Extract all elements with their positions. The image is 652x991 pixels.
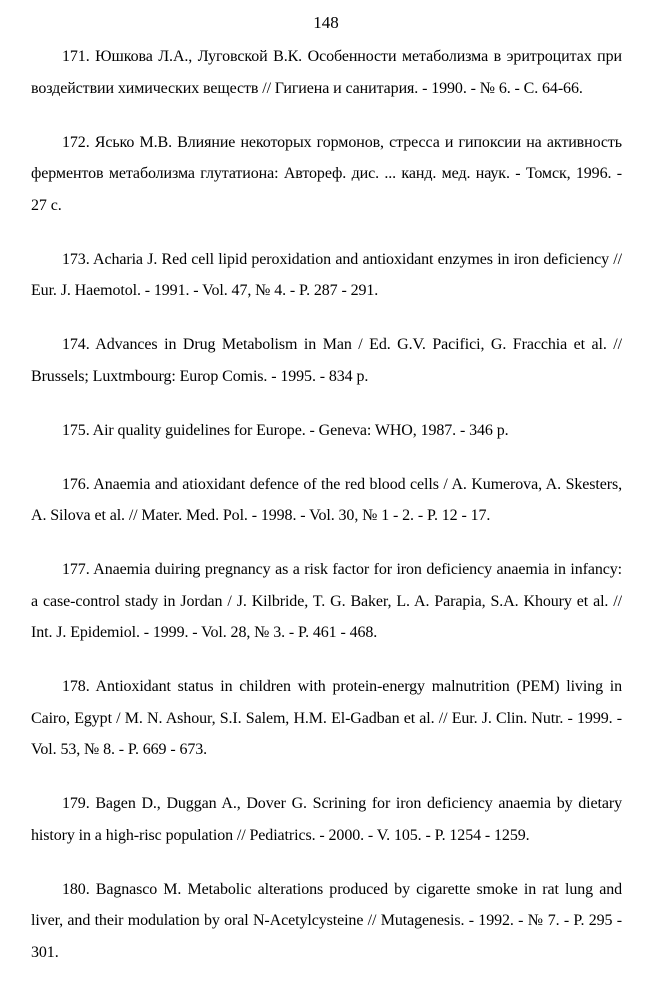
reference-176: 176. Anaemia and atioxidant defence of the red blood cells / A. Kumerova, A. Skesters, A. Silova et al. // Mater. Med. Pol. - 1998. - Vol. 30, № 1 - 2. - P. 12 - 17.: [31, 475, 622, 524]
reference-174: 174. Advances in Drug Metabolism in Man / Ed. G.V. Pacifici, G. Fracchia et al. // Brussels; Luxtmbourg: Europ Comis. - 1995. - 834 p.: [31, 336, 622, 385]
reference-172: 172. Ясько М.В. Влияние некоторых гормонов, стресса и гипоксии на активность ферментов метаболизма глутатиона: Автореф. дис. ... канд. мед. наук. - Томск, 1996. - 27 с.: [31, 133, 622, 214]
reference-171: 171. Юшкова Л.А., Луговской В.К. Особенности метаболизма в эритроцитах при воздействии химических веществ // Гигиена и санитария. - 1990. - № 6. - С. 64-66.: [31, 48, 622, 97]
reference-list: [31, 41, 622, 991]
reference-173: 173. Acharia J. Red cell lipid peroxidation and antioxidant enzymes in iron deficiency // Eur. J. Haemotol. - 1991. - Vol. 47, № 4. - P. 287 - 291.: [31, 250, 622, 299]
reference-180: 180. Bagnasco M. Metabolic alterations produced by cigarette smoke in rat lung and liver, and their modulation by oral N-Acetylcysteine // Mutagenesis. - 1992. - № 7. - P. 295 - 301.: [31, 880, 622, 961]
reference-175: 175. Air quality guidelines for Europe. - Geneva: WHO, 1987. - 346 p.: [62, 421, 509, 439]
page-number: 148: [313, 13, 339, 32]
reference-178: 178. Antioxidant status in children with protein-energy malnutrition (PEM) living in Cairo, Egypt / M. N. Ashour, S.I. Salem, H.M. El-Gadban et al. // Eur. J. Clin. Nutr. - 1999. - Vol. 53, № 8. - P. 669 - 673.: [31, 678, 622, 758]
reference-179: 179. Bagen D., Duggan A., Dover G. Scrining for iron deficiency anaemia by dietary history in a high-risc population // Pediatrics. - 2000. - V. 105. - P. 1254 - 1259.: [31, 795, 622, 844]
reference-177: 177. Anaemia duiring pregnancy as a risk factor for iron deficiency anaemia in infancy: a case-control stady in Jordan / J. Kilbride, T. G. Baker, L. A. Parapia, S.A. Khoury et al. // Int. J. Epidemiol. - 1999. - Vol. 28, № 3. - P. 461 - 468.: [31, 561, 622, 641]
